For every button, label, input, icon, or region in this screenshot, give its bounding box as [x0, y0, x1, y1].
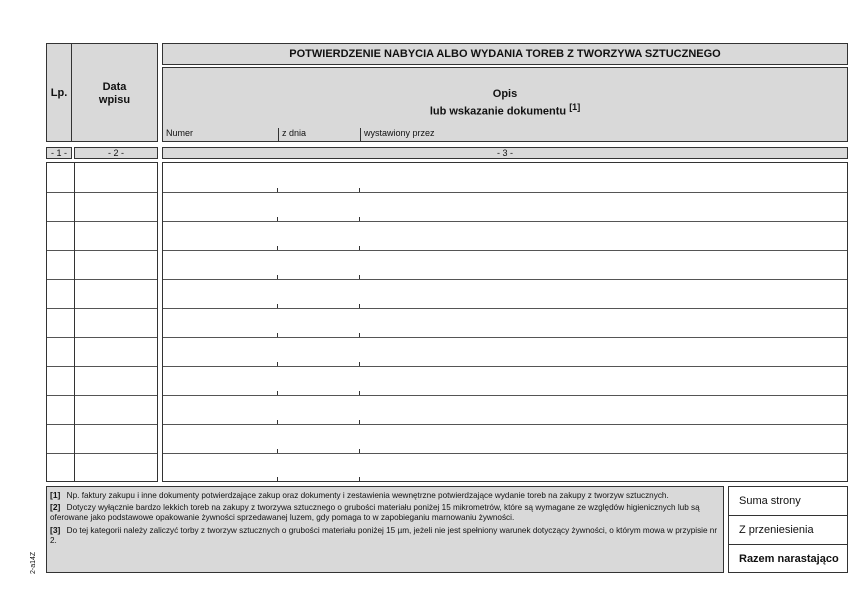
- subheader-wystawiony: wystawiony przez: [364, 128, 435, 138]
- header-opis-line1: Opis: [492, 88, 518, 100]
- colnum-2: - 2 -: [107, 148, 124, 158]
- colnum-2-cell: [74, 147, 158, 159]
- header-opis-line2-text: lub wskazanie dokumentu: [429, 105, 567, 118]
- header-title-cell: [162, 43, 848, 65]
- footnotes-box: [46, 486, 724, 573]
- summary-z-przeniesienia: [729, 516, 847, 545]
- footnote-2-text: Dotyczy wyłącznie bardzo lekkich toreb na zakupy z tworzywa sztucznego o grubości materiału poniżej 15 mikrometrów, które są wymagane ze względów higienicznych lub są oferowane jako podstawowe opakowanie żywności sprzedawanej luzem, gdy pomaga to w zapobieganiu marnowaniu żywności.: [50, 503, 700, 522]
- footnote-1: [50, 490, 718, 501]
- footnote-2: [50, 502, 718, 523]
- colnum-1-cell: [46, 147, 72, 159]
- summary-box: [728, 486, 848, 573]
- summary-suma-strony: [729, 487, 847, 516]
- header-opis-line2: [163, 101, 847, 119]
- header-date-line1: Data: [102, 81, 127, 93]
- footnote-1-ref: [1]: [50, 490, 61, 500]
- colnum-3: - 3 -: [496, 148, 513, 158]
- subheader-divider-2: [360, 128, 361, 142]
- form-code: 2-a14Z: [30, 551, 37, 574]
- subheader-divider-1: [278, 128, 279, 142]
- footnote-3-ref: [3]: [50, 525, 61, 535]
- header-date-line2: wpisu: [98, 94, 131, 106]
- grid-lp-column: [46, 162, 74, 482]
- footnote-1-text: Np. faktury zakupu i inne dokumenty potwierdzające zakup oraz dokumenty i zestawienia wewnętrzne potwierdzające wydanie toreb na zakupy z tworzyw sztucznych.: [66, 491, 669, 500]
- colnum-1: - 1 -: [50, 148, 67, 158]
- grid-date-column: [74, 162, 158, 482]
- grid-description-column: [162, 162, 848, 482]
- header-date-cell: [71, 43, 158, 142]
- summary-suma-strony-label: Suma strony: [739, 495, 801, 507]
- colnum-3-cell: [162, 147, 848, 159]
- footnote-3-text: Do tej kategorii należy zaliczyć torby z tworzyw sztucznych o grubości materiału poniżej 15 µm, jeżeli nie jest spełniony warunek dotyczący żywności, o którym mowa w przypisie nr 2.: [50, 526, 718, 545]
- header-date: [72, 81, 157, 107]
- summary-z-przeniesienia-label: Z przeniesienia: [739, 524, 814, 536]
- page-title: POTWIERDZENIE NABYCIA ALBO WYDANIA TOREB Z TWORZYWA SZTUCZNEGO: [289, 48, 721, 60]
- header-lp-cell: [46, 43, 72, 142]
- subheader-numer: Numer: [166, 128, 194, 138]
- header-lp: Lp.: [50, 87, 68, 99]
- header-opis-ref: [1]: [569, 102, 581, 112]
- header-opis: [163, 88, 847, 119]
- header-opis-cell: [162, 67, 848, 142]
- footnote-2-ref: [2]: [50, 502, 61, 512]
- subheader-zdnia: z dnia: [282, 128, 307, 138]
- footnote-3: [50, 525, 718, 546]
- summary-razem: [729, 545, 847, 572]
- summary-razem-label: Razem narastająco: [739, 552, 839, 565]
